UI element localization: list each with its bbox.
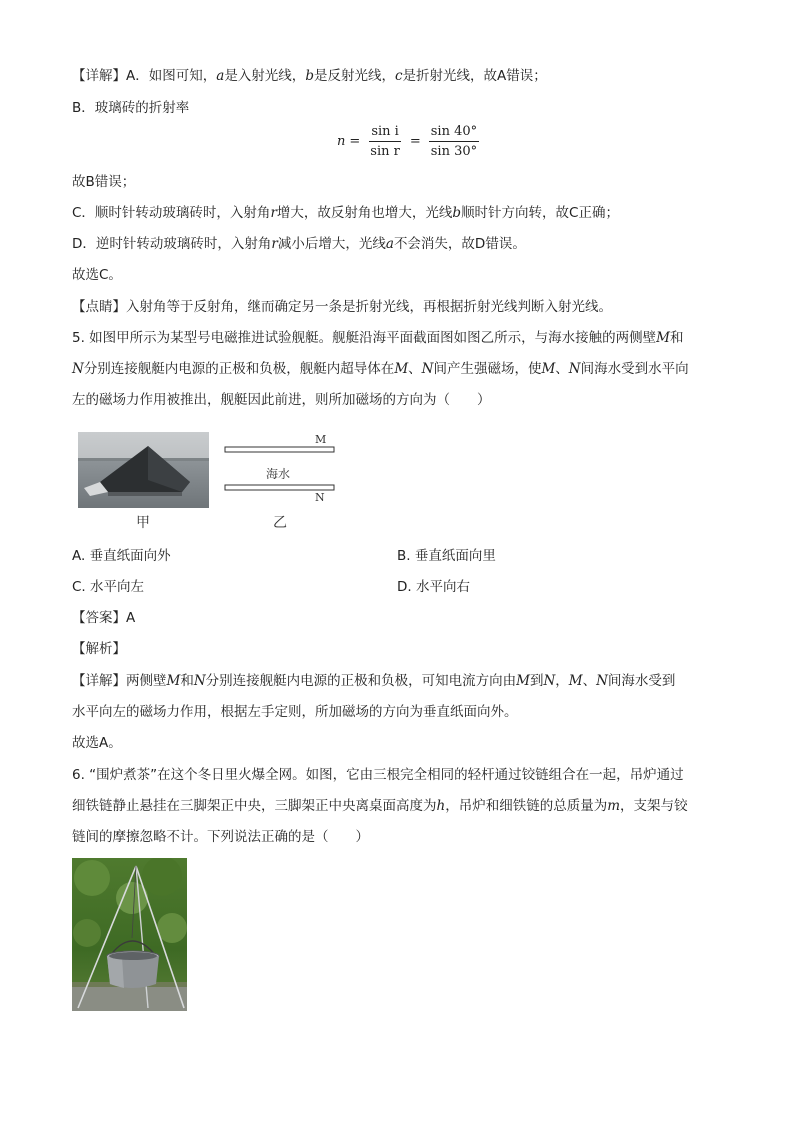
- comment: 【点睛】入射角等于反射角，继而确定另一条是折射光线，再根据折射光线判断入射光线。: [72, 299, 612, 315]
- q6-text: ，支架与铰: [620, 798, 688, 814]
- q5-detail-text: 间海水受到: [607, 673, 676, 689]
- var-a: a: [216, 68, 225, 84]
- b-result: 故B错误；: [72, 174, 136, 190]
- fraction-2-numerator: sin 40°: [429, 124, 479, 142]
- detail-a-text-3: 是折射光线，故A错误；: [402, 68, 547, 84]
- formula-equals-2: =: [409, 134, 421, 149]
- var-N: N: [421, 361, 434, 377]
- q5-detail-text: 分别连接舰艇内电源的正极和负极，可知电流方向由: [205, 673, 517, 689]
- q5-detail-text: 、: [582, 673, 597, 689]
- q6-text: 细铁链静止悬挂在三脚架正中央，三脚架正中央离桌面高度为: [72, 798, 437, 814]
- var-r: r: [270, 205, 277, 221]
- d-line: [72, 234, 526, 254]
- formula-equals-1: =: [349, 134, 361, 149]
- var-b: b: [305, 68, 314, 84]
- q5-detail-text: 到: [529, 673, 544, 689]
- var-N: N: [193, 673, 206, 689]
- q6-line-2: [72, 796, 688, 816]
- var-M: M: [541, 361, 556, 377]
- c-text-3: 顺时针方向转，故C正确；: [461, 205, 619, 221]
- d-text-2: 减小后增大，光线: [277, 236, 386, 252]
- q5-text: 分别连接舰艇内电源的正极和负极，舰艇内超导体在: [83, 361, 395, 377]
- detail-a-line: [72, 66, 547, 86]
- plate-n-label: N: [315, 491, 325, 504]
- q5-detail-text: 【详解】两侧壁: [72, 673, 167, 689]
- var-M: M: [516, 673, 530, 689]
- detail-a-prefix: 【详解】A．如图可知，: [72, 68, 217, 84]
- var-h: h: [436, 798, 446, 814]
- seawater-label: 海水: [266, 467, 291, 481]
- choose-c: 故选C。: [72, 267, 122, 283]
- q5-text: 间产生强磁场，使: [433, 361, 542, 377]
- detail-a-text-1: 是入射光线，: [224, 68, 306, 84]
- option-d[interactable]: D. 水平向右: [397, 579, 470, 595]
- figure-label-yi: 乙: [273, 515, 287, 531]
- fraction-1: [368, 124, 402, 159]
- q5-detail-text: 和: [180, 673, 194, 689]
- tripod-pot-photo: [72, 858, 187, 1011]
- detail-a-text-2: 是反射光线，: [313, 68, 395, 84]
- var-N: N: [72, 361, 84, 377]
- var-r: r: [271, 236, 278, 252]
- c-text-1: C．顺时针转动玻璃砖时，入射角: [72, 205, 271, 221]
- ship-photo: [78, 432, 209, 508]
- q6-text: ，吊炉和细铁链的总质量为: [445, 798, 608, 814]
- q5-detail-line-2: 水平向左的磁场力作用，根据左手定则，所加磁场的方向为垂直纸面向外。: [72, 704, 518, 720]
- var-c: c: [394, 68, 403, 84]
- q6-line-3: 链间的摩擦忽略不计。下列说法正确的是（ ）: [72, 829, 369, 845]
- refraction-formula: [337, 124, 483, 159]
- option-c[interactable]: C. 水平向左: [72, 579, 145, 595]
- c-line: [72, 203, 619, 223]
- var-M: M: [166, 673, 181, 689]
- q5-line-2: [72, 359, 689, 379]
- fraction-1-numerator: sin i: [369, 124, 401, 142]
- var-M: M: [394, 361, 409, 377]
- option-b[interactable]: B. 垂直纸面向里: [397, 548, 496, 564]
- q5-analysis: 【解析】: [72, 641, 126, 657]
- plate-n: [225, 485, 334, 490]
- var-a: a: [385, 236, 394, 252]
- c-text-2: 增大，故反射角也增大，光线: [276, 205, 453, 221]
- var-N: N: [596, 673, 608, 689]
- plate-m: [225, 447, 334, 452]
- var-M: M: [656, 330, 670, 346]
- q5-text: 和: [670, 330, 684, 346]
- q5-choose: 故选A。: [72, 735, 122, 751]
- q6-line-1: 6. “围炉煮茶”在这个冬日里火爆全网。如图，它由三根完全相同的轻杆通过铰链组合在一起，吊炉通过: [72, 767, 684, 783]
- q5-answer: 【答案】A: [72, 610, 136, 626]
- var-N: N: [543, 673, 556, 689]
- b-title: B．玻璃砖的折射率: [72, 100, 190, 116]
- fraction-2-denominator: sin 30°: [430, 144, 478, 159]
- q5-text: 间海水受到水平向: [580, 361, 689, 377]
- q5-text: 5. 如图甲所示为某型号电磁推进试验舰艇。舰艇沿海平面截面图如图乙所示，与海水接触的两侧壁: [72, 330, 657, 346]
- var-b: b: [452, 205, 462, 221]
- q5-line-1: [72, 328, 684, 348]
- q5-line-3: 左的磁场力作用被推出，舰艇因此前进，则所加磁场的方向为（ ）: [72, 392, 491, 408]
- plate-m-label: M: [315, 433, 327, 446]
- fraction-1-denominator: sin r: [370, 144, 400, 159]
- fraction-2: [429, 124, 479, 159]
- var-M: M: [568, 673, 583, 689]
- var-N: N: [568, 361, 581, 377]
- figure-label-jia: 甲: [136, 515, 150, 531]
- option-a[interactable]: A. 垂直纸面向外: [72, 548, 171, 564]
- d-text-3: 不会消失，故D错误。: [393, 236, 526, 252]
- q5-text: 、: [555, 361, 569, 377]
- formula-n: n: [337, 134, 346, 149]
- q5-detail-line-1: [72, 671, 675, 691]
- var-m: m: [607, 798, 621, 814]
- q5-text: 、: [408, 361, 422, 377]
- d-text-1: D．逆时针转动玻璃砖时，入射角: [72, 236, 272, 252]
- q5-detail-text: ，: [555, 673, 569, 689]
